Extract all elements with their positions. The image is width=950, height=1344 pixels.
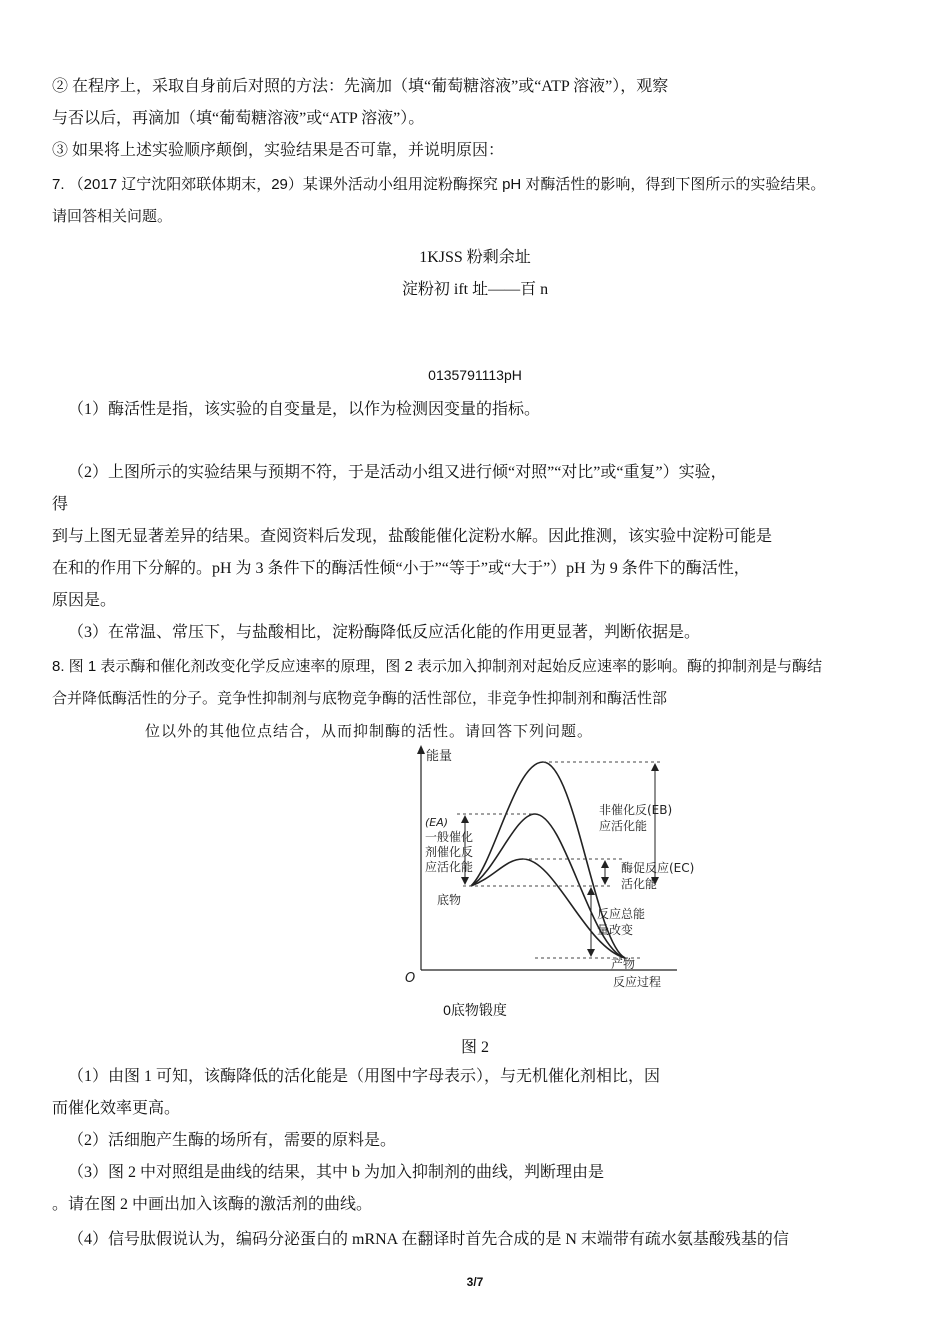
question-7-stem-cont: 请回答相关问题。 bbox=[52, 208, 173, 225]
origin-label: O bbox=[405, 971, 416, 986]
q8-part2: （2）活细胞产生酶的场所有，需要的原料是。 bbox=[68, 1132, 397, 1149]
question-7-stem: 7. （2017 辽宁沈阳郊联体期末，29）某课外活动小组用淀粉酶探究 pH 对酶活性的影响，得到下图所示的实验结果。 bbox=[52, 176, 826, 193]
y-axis-label: 能量 bbox=[426, 749, 453, 764]
y-axis-arrow bbox=[417, 745, 425, 754]
eb-label: 应活化能 bbox=[599, 819, 648, 833]
q7-part2: （2）上图所示的实验结果与预期不符，于是活动小组又进行倾“对照”“对比”或“重复”）实验， bbox=[68, 464, 727, 481]
total-energy-arrow-tail bbox=[587, 949, 595, 957]
x-axis-label: 反应过程 bbox=[613, 975, 662, 989]
ea-label: 应活化能 bbox=[425, 860, 474, 874]
energy-diagram bbox=[395, 742, 695, 992]
eb-arrow-head bbox=[651, 763, 659, 771]
q8-part3: （3）图 2 中对照组是曲线的结果，其中 b 为加入抑制剂的曲线，判断理由是 bbox=[68, 1164, 605, 1181]
q8-part1: 而催化效率更高。 bbox=[52, 1100, 181, 1117]
page-number: 3/7 bbox=[466, 1275, 484, 1289]
text-line: ② 在程序上，采取自身前后对照的方法：先滴加（填“葡萄糖溶液”或“ATP 溶液”），观察 bbox=[52, 78, 669, 95]
total-energy-label: 量改变 bbox=[597, 923, 634, 937]
q7-part2: 原因是。 bbox=[52, 592, 117, 609]
eb-label: 非催化反(EB) bbox=[599, 803, 673, 817]
question-8-stem: 位以外的其他位点结合，从而抑制酶的活性。请回答下列问题。 bbox=[145, 722, 594, 740]
q8-part4: （4）信号肽假说认为，编码分泌蛋白的 mRNA 在翻译时首先合成的是 N 末端带有疏水氨基酸残基的信 bbox=[68, 1231, 789, 1248]
q7-part3: （3）在常温、常压下，与盐酸相比，淀粉酶降低反应活化能的作用更显著，判断依据是。 bbox=[68, 624, 701, 641]
q7-part2: 在和的作用下分解的。pH 为 3 条件下的酶活性倾“小于”“等于”或“大于”）pH 为 9 条件下的酶活性， bbox=[52, 560, 750, 577]
product-label: 产物 bbox=[611, 957, 636, 971]
ea-label: 一般催化 bbox=[425, 830, 474, 844]
figure1-text: 淀粉初 ift 址——百 n bbox=[401, 281, 549, 298]
ea-arrow-tail bbox=[461, 877, 469, 885]
substrate-label: 底物 bbox=[437, 893, 462, 907]
ea-arrow-head bbox=[461, 815, 469, 823]
figure1-axis-text: 0135791113pH bbox=[428, 367, 522, 383]
ec-label: 酶促反应(EC) bbox=[621, 861, 695, 875]
ea-label: 剂催化反 bbox=[425, 845, 474, 859]
q7-part1: （1）酶活性是指，该实验的自变量是，以作为检测因变量的指标。 bbox=[68, 401, 541, 418]
figure2-caption: 图 2 bbox=[460, 1039, 489, 1056]
total-energy-label: 反应总能 bbox=[597, 907, 646, 921]
q7-part2: 到与上图无显著差异的结果。查阅资料后发现，盐酸能催化淀粉水解。因此推测，该实验中淀粉可能是 bbox=[52, 528, 773, 545]
q8-part3: 。请在图 2 中画出加入该酶的激活剂的曲线。 bbox=[52, 1196, 373, 1213]
ec-label: 活化能 bbox=[621, 877, 658, 891]
text-line: ③ 如果将上述实验顺序颠倒，实验结果是否可靠，并说明原因： bbox=[52, 142, 505, 159]
figure1-text: 1KJSS 粉剩余址 bbox=[419, 249, 531, 266]
ec-arrow-tail bbox=[601, 877, 609, 885]
text-line: 与否以后，再滴加（填“葡萄糖溶液”或“ATP 溶液”）。 bbox=[52, 110, 425, 127]
ec-arrow-head bbox=[601, 860, 609, 868]
q7-part2: 得 bbox=[52, 496, 69, 513]
question-8-stem: 合并降低酶活性的分子。竞争性抑制剂与底物竞争酶的活性部位，非竞争性抑制剂和酶活性部 bbox=[52, 690, 668, 707]
ea-symbol: (EA) bbox=[425, 816, 449, 829]
q8-part1: （1）由图 1 可知，该酶降低的活化能是（用图中字母表示），与无机催化剂相比，因 bbox=[68, 1068, 661, 1085]
figure2-subtitle: 0底物锻度 bbox=[443, 1002, 507, 1018]
question-8-stem: 8. 图 1 表示酶和催化剂改变化学反应速率的原理，图 2 表示加入抑制剂对起始反应速率的影响。酶的抑制剂是与酶结 bbox=[52, 658, 823, 675]
